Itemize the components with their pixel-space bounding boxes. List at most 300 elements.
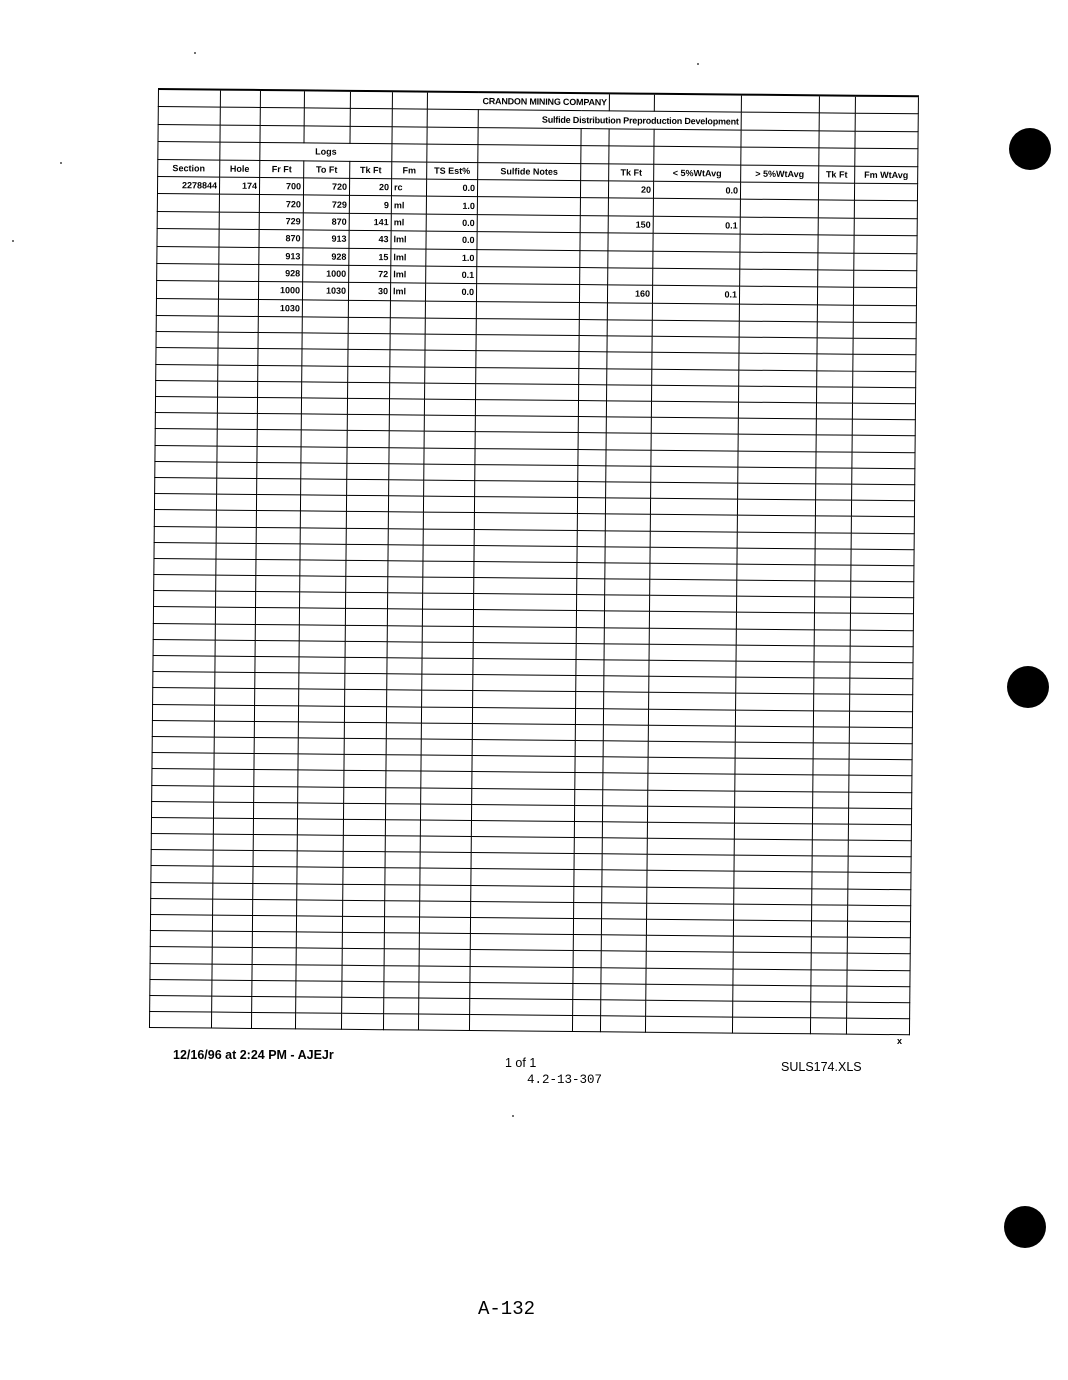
empty-cell <box>348 334 390 351</box>
empty-cell <box>604 660 649 677</box>
empty-cell <box>257 414 301 431</box>
empty-cell <box>733 1001 811 1018</box>
empty-cell <box>816 435 852 452</box>
empty-cell <box>579 384 607 400</box>
empty-cell <box>153 607 215 624</box>
empty-cell <box>646 968 733 985</box>
empty-cell <box>853 322 916 339</box>
empty-cell <box>212 915 252 932</box>
empty-cell <box>154 558 216 575</box>
empty-cell <box>817 354 853 371</box>
cell-notes <box>477 214 580 232</box>
empty-cell <box>738 418 816 435</box>
empty-cell <box>424 464 475 481</box>
empty-cell <box>736 613 814 630</box>
cell-hole: 174 <box>219 177 259 195</box>
empty-cell <box>735 726 813 743</box>
empty-cell <box>472 707 575 724</box>
empty-cell <box>850 678 913 695</box>
empty-cell <box>815 532 851 549</box>
empty-cell <box>420 804 471 821</box>
empty-cell <box>384 933 419 950</box>
empty-cell <box>215 656 255 673</box>
empty-cell <box>646 1000 733 1017</box>
empty-cell <box>604 627 649 644</box>
cell-hole <box>219 264 259 282</box>
empty-cell <box>816 419 852 436</box>
empty-cell <box>300 544 346 561</box>
empty-cell <box>812 808 848 825</box>
cell-tk: 43 <box>349 230 391 248</box>
empty-cell <box>576 676 604 692</box>
empty-cell <box>605 547 650 564</box>
empty-cell <box>298 705 344 722</box>
empty-cell <box>154 591 216 608</box>
empty-cell <box>473 691 576 708</box>
empty-cell <box>254 786 298 803</box>
empty-cell <box>471 901 574 918</box>
empty-cell <box>384 965 419 982</box>
cell-to: 720 <box>303 178 349 196</box>
empty-cell <box>256 576 300 593</box>
empty-cell <box>650 596 737 613</box>
empty-cell <box>390 366 425 383</box>
empty-cell <box>213 818 253 835</box>
empty-cell <box>389 447 424 464</box>
empty-cell <box>470 998 573 1015</box>
empty-cell <box>256 592 300 609</box>
empty-cell <box>386 706 421 723</box>
empty-cell <box>421 739 472 756</box>
empty-cell <box>814 629 850 646</box>
empty-cell <box>738 483 816 500</box>
empty-cell <box>470 918 573 935</box>
empty-cell <box>302 366 348 383</box>
cell-fm <box>390 300 425 318</box>
empty-cell <box>388 512 423 529</box>
cell-hole <box>218 281 258 299</box>
empty-cell <box>345 690 387 707</box>
empty-cell <box>255 673 299 690</box>
empty-cell <box>212 980 252 997</box>
empty-cell <box>602 838 647 855</box>
empty-cell <box>573 999 601 1015</box>
empty-cell <box>155 397 217 414</box>
empty-cell <box>471 853 574 870</box>
empty-cell <box>849 727 912 744</box>
empty-cell <box>851 565 914 582</box>
empty-cell <box>473 610 576 627</box>
empty-cell <box>735 742 813 759</box>
header-tk-ft: Tk Ft <box>350 161 392 179</box>
empty-cell <box>848 808 911 825</box>
empty-cell <box>256 495 300 512</box>
empty-cell <box>814 646 850 663</box>
empty-cell <box>299 673 345 690</box>
empty-cell <box>474 513 577 530</box>
empty-cell <box>151 850 213 867</box>
empty-cell <box>740 269 818 287</box>
empty-cell <box>811 953 847 970</box>
empty-cell <box>213 883 253 900</box>
empty-cell <box>150 963 212 980</box>
empty-cell <box>214 721 254 738</box>
empty-cell <box>735 758 813 775</box>
empty-cell <box>737 548 815 565</box>
empty-cell <box>576 692 604 708</box>
scan-speck <box>697 63 699 65</box>
empty-cell <box>254 737 298 754</box>
empty-cell <box>847 970 910 987</box>
empty-cell <box>853 371 916 388</box>
empty-cell <box>604 676 649 693</box>
empty-cell <box>346 560 388 577</box>
empty-cell <box>423 561 474 578</box>
empty-cell <box>297 884 343 901</box>
spreadsheet-printout <box>149 88 918 1045</box>
empty-cell <box>645 1016 732 1033</box>
cell-fm: lml <box>391 231 426 249</box>
empty-cell <box>850 630 913 647</box>
empty-cell <box>296 981 342 998</box>
empty-cell <box>215 672 255 689</box>
cell-tk2 <box>608 250 653 268</box>
empty-cell <box>255 640 299 657</box>
empty-cell <box>852 436 915 453</box>
empty-cell <box>214 737 254 754</box>
empty-cell <box>217 413 257 430</box>
cell-fr: 928 <box>259 264 303 282</box>
empty-cell <box>849 711 912 728</box>
scan-speck <box>194 52 196 54</box>
empty-cell <box>389 415 424 432</box>
empty-cell <box>574 902 602 918</box>
header-ts-est: TS Est% <box>427 162 478 180</box>
empty-cell <box>649 628 736 645</box>
empty-cell <box>607 368 652 385</box>
empty-cell <box>216 591 256 608</box>
empty-cell <box>740 182 818 200</box>
cell-lt5: 0.1 <box>652 286 739 304</box>
empty-cell <box>474 578 577 595</box>
empty-cell <box>578 482 606 498</box>
empty-cell <box>734 807 812 824</box>
empty-cell <box>256 559 300 576</box>
empty-cell <box>603 773 648 790</box>
empty-cell <box>342 949 384 966</box>
empty-cell <box>651 450 738 467</box>
empty-cell <box>387 674 422 691</box>
empty-cell <box>647 822 734 839</box>
empty-cell <box>347 447 389 464</box>
empty-cell <box>649 612 736 629</box>
empty-cell <box>849 759 912 776</box>
empty-cell <box>388 593 423 610</box>
empty-cell <box>648 741 735 758</box>
cell-ts: 0.0 <box>426 231 477 249</box>
empty-cell <box>155 477 217 494</box>
empty-cell <box>739 321 817 338</box>
cell-tk2 <box>608 268 653 286</box>
empty-cell <box>422 658 473 675</box>
empty-cell <box>302 333 348 350</box>
empty-cell <box>345 641 387 658</box>
empty-cell <box>345 609 387 626</box>
cell-notes <box>477 180 580 198</box>
empty-cell <box>604 644 649 661</box>
empty-cell <box>847 921 910 938</box>
empty-cell <box>384 998 419 1015</box>
empty-cell <box>476 383 579 400</box>
cell-fr: 720 <box>259 195 303 213</box>
empty-cell <box>215 608 255 625</box>
cell-section <box>157 263 219 281</box>
empty-cell <box>578 401 606 417</box>
empty-cell <box>347 431 389 448</box>
empty-cell <box>605 514 650 531</box>
empty-cell <box>419 933 470 950</box>
empty-cell <box>470 982 573 999</box>
empty-cell <box>421 788 472 805</box>
empty-cell <box>347 479 389 496</box>
empty-cell <box>384 917 419 934</box>
empty-cell <box>652 369 739 386</box>
cell-ts: 0.1 <box>426 266 477 284</box>
empty-cell <box>818 235 854 253</box>
empty-cell <box>646 919 733 936</box>
empty-cell <box>602 886 647 903</box>
binder-hole-icon <box>1004 1206 1046 1248</box>
empty-cell <box>601 935 646 952</box>
empty-cell <box>345 674 387 691</box>
empty-cell <box>818 200 854 218</box>
empty-cell <box>383 1014 418 1031</box>
empty-cell <box>470 950 573 967</box>
empty-cell <box>740 199 818 217</box>
empty-cell <box>812 872 848 889</box>
cell-fm: lml <box>391 248 426 266</box>
empty-cell <box>299 641 345 658</box>
empty-cell <box>300 527 346 544</box>
cell-fr: 870 <box>259 230 303 248</box>
cell-notes <box>477 249 580 267</box>
header-gt5-wtavg: > 5%WtAvg <box>741 165 819 183</box>
empty-cell <box>579 368 607 384</box>
empty-cell <box>475 416 578 433</box>
empty-cell <box>213 899 253 916</box>
empty-cell <box>815 500 851 517</box>
empty-cell <box>848 824 911 841</box>
empty-cell <box>649 660 736 677</box>
cell-fr: 913 <box>259 247 303 265</box>
binder-hole-icon <box>1007 666 1049 708</box>
empty-cell <box>424 415 475 432</box>
empty-cell <box>573 919 601 935</box>
empty-cell <box>737 580 815 597</box>
empty-cell <box>216 559 256 576</box>
empty-cell <box>734 855 812 872</box>
empty-cell <box>575 724 603 740</box>
empty-cell <box>255 608 299 625</box>
empty-cell <box>154 526 216 543</box>
empty-cell <box>297 819 343 836</box>
empty-cell <box>846 1018 909 1035</box>
empty-cell <box>651 434 738 451</box>
empty-cell <box>254 770 298 787</box>
empty-cell <box>297 803 343 820</box>
cell-fr: 700 <box>259 177 303 195</box>
empty-cell <box>150 947 212 964</box>
empty-cell <box>737 532 815 549</box>
empty-cell <box>736 677 814 694</box>
empty-cell <box>389 463 424 480</box>
empty-cell <box>213 834 253 851</box>
empty-cell <box>818 252 854 270</box>
empty-cell <box>296 932 342 949</box>
empty-cell <box>151 801 213 818</box>
empty-cell <box>156 380 218 397</box>
empty-cell <box>154 494 216 511</box>
logs-label: Logs <box>260 143 392 162</box>
empty-cell <box>606 482 651 499</box>
empty-cell <box>254 721 298 738</box>
empty-cell <box>346 593 388 610</box>
empty-cell <box>419 917 470 934</box>
empty-cell <box>811 937 847 954</box>
empty-cell <box>815 516 851 533</box>
empty-cell <box>156 332 218 349</box>
empty-cell <box>650 579 737 596</box>
cell-lt5 <box>653 251 740 269</box>
empty-cell <box>602 903 647 920</box>
cell-fm: rc <box>391 179 426 197</box>
empty-cell <box>214 753 254 770</box>
empty-cell <box>580 267 608 285</box>
empty-cell <box>646 984 733 1001</box>
empty-cell <box>472 756 575 773</box>
empty-cell <box>575 740 603 756</box>
empty-cell <box>343 852 385 869</box>
empty-cell <box>732 1017 810 1034</box>
empty-cell <box>602 822 647 839</box>
header-sulfide-notes: Sulfide Notes <box>478 162 581 180</box>
empty-cell <box>342 997 384 1014</box>
cell-section <box>156 281 218 299</box>
empty-cell <box>214 769 254 786</box>
empty-cell <box>852 484 915 501</box>
empty-cell <box>573 935 601 951</box>
empty-cell <box>346 528 388 545</box>
empty-cell <box>475 400 578 417</box>
empty-cell <box>580 181 608 199</box>
empty-cell <box>388 544 423 561</box>
empty-cell <box>253 802 297 819</box>
cell-lt5 <box>653 199 740 217</box>
cell-lt5 <box>653 268 740 286</box>
empty-cell <box>299 625 345 642</box>
empty-cell <box>818 270 854 288</box>
cell-tk2: 150 <box>608 216 653 234</box>
empty-cell <box>425 383 476 400</box>
empty-cell <box>733 969 811 986</box>
empty-cell <box>814 694 850 711</box>
empty-cell <box>152 720 214 737</box>
cell-ts: 1.0 <box>426 249 477 267</box>
header-to-ft: To Ft <box>304 160 350 178</box>
empty-cell <box>296 997 342 1014</box>
empty-cell <box>345 625 387 642</box>
empty-cell <box>385 884 420 901</box>
empty-cell <box>737 515 815 532</box>
empty-cell <box>816 403 852 420</box>
empty-cell <box>606 417 651 434</box>
empty-cell <box>815 581 851 598</box>
empty-cell <box>651 401 738 418</box>
empty-cell <box>348 317 390 334</box>
empty-cell <box>650 498 737 515</box>
cell-to <box>302 300 348 318</box>
empty-cell <box>815 549 851 566</box>
cell-tk: 72 <box>349 265 391 283</box>
empty-cell <box>342 965 384 982</box>
empty-cell <box>216 494 256 511</box>
empty-cell <box>150 995 212 1012</box>
empty-cell <box>813 759 849 776</box>
empty-cell <box>258 381 302 398</box>
empty-cell <box>812 824 848 841</box>
empty-cell <box>647 854 734 871</box>
empty-cell <box>816 484 852 501</box>
empty-cell <box>847 1002 910 1019</box>
empty-cell <box>818 218 854 236</box>
empty-cell <box>301 398 347 415</box>
empty-cell <box>152 704 214 721</box>
empty-cell <box>734 904 812 921</box>
empty-cell <box>419 949 470 966</box>
empty-cell <box>647 871 734 888</box>
empty-cell <box>387 609 422 626</box>
empty-cell <box>298 738 344 755</box>
empty-cell <box>471 837 574 854</box>
cell-to: 1030 <box>302 282 348 300</box>
empty-cell <box>851 597 914 614</box>
empty-cell <box>854 270 917 288</box>
cell-to: 729 <box>303 195 349 213</box>
empty-cell <box>218 332 258 349</box>
cell-fr: 1030 <box>258 299 302 317</box>
empty-cell <box>300 511 346 528</box>
empty-cell <box>422 674 473 691</box>
header-section: Section <box>158 159 220 177</box>
empty-cell <box>578 417 606 433</box>
empty-cell <box>422 690 473 707</box>
cell-notes <box>476 301 579 319</box>
empty-cell <box>471 804 574 821</box>
empty-cell <box>257 430 301 447</box>
empty-cell <box>573 983 601 999</box>
empty-cell <box>298 754 344 771</box>
empty-cell <box>733 920 811 937</box>
empty-cell <box>419 982 470 999</box>
empty-cell <box>736 629 814 646</box>
empty-cell <box>647 903 734 920</box>
empty-cell <box>812 888 848 905</box>
cell-hole <box>219 212 259 230</box>
empty-cell <box>150 931 212 948</box>
cell-lt5: 0.1 <box>653 216 740 234</box>
empty-cell <box>343 900 385 917</box>
empty-cell <box>649 676 736 693</box>
